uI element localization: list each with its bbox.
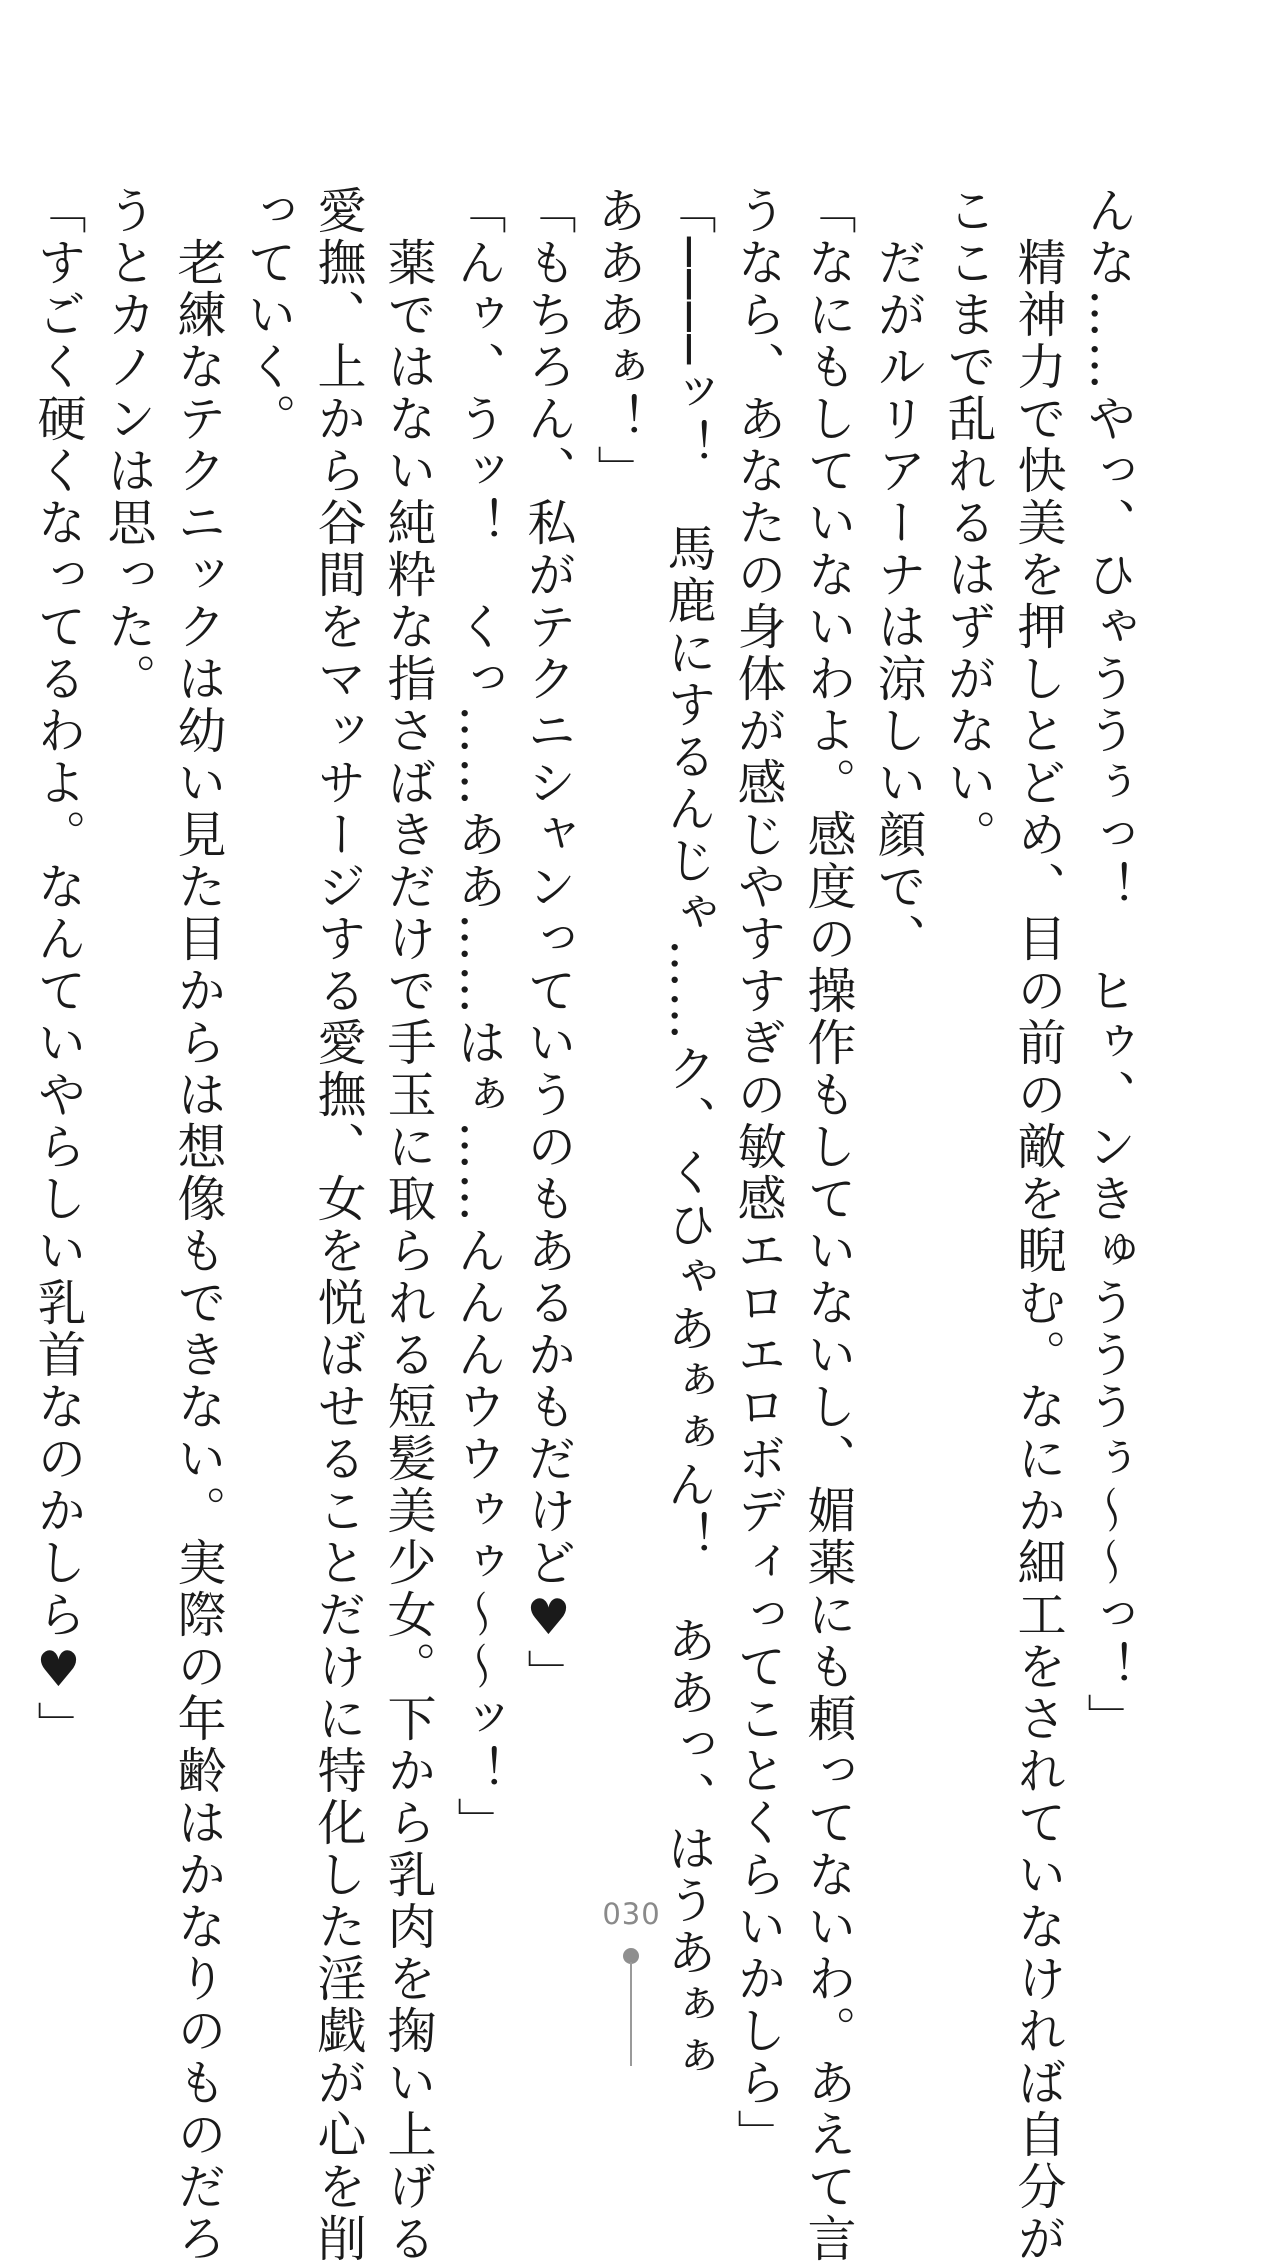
text-line: 「もちろん、私がテクニシャンっていうのもあるかもだけど♥」 [520, 185, 577, 1701]
text-line: ここまで乱れるはずがない。 [940, 185, 997, 861]
text-line: うなら、あなたの身体が感じやすすぎの敏感エロエロボディってことくらいかしら」 [730, 185, 787, 2161]
text-line: 「んゥ、うッ！ くっ……ああ……はぁ……んんんウウゥゥ〜〜ッ！」 [450, 185, 507, 1849]
text-line: 「なにもしていないわよ。感度の操作もしていないし、媚薬にも頼ってないわ。あえて言 [800, 185, 857, 2265]
text-line: 「すごく硬くなってるわよ。なんていやらしい乳首なのかしら♥」 [30, 185, 87, 1753]
text-line: 「────ッ！ 馬鹿にするんじゃ……ク、くひゃあぁぁん！ ああっ、はうあぁぁ [660, 185, 717, 2084]
text-line: あああぁ！」 [590, 185, 647, 497]
text-line: んな……やっ、ひゃううぅっ！ ヒゥ、ンきゅうううぅ〜〜っ！」 [1080, 185, 1137, 1745]
text-line: だがルリアーナは涼しい顔で、 [870, 185, 927, 965]
text-line: 老練なテクニックは幼い見た目からは想像もできない。実際の年齢はかなりのものだろ [170, 185, 227, 2265]
page-number: 030 [602, 1897, 661, 1931]
text-line: っていく。 [240, 185, 297, 445]
text-line: 愛撫、上から谷間をマッサージする愛撫、女を悦ばせることだけに特化した淫戯が心を削 [310, 185, 367, 2265]
text-line: 精神力で快美を押しとどめ、目の前の敵を睨む。なにか細工をされていなければ自分が [1010, 185, 1067, 2265]
folio-rule-ornament [630, 1962, 632, 2066]
text-line: うとカノンは思った。 [100, 185, 157, 705]
text-line: 薬ではない純粋な指さばきだけで手玉に取られる短髪美少女。下から乳肉を掬い上げる [380, 185, 437, 2265]
